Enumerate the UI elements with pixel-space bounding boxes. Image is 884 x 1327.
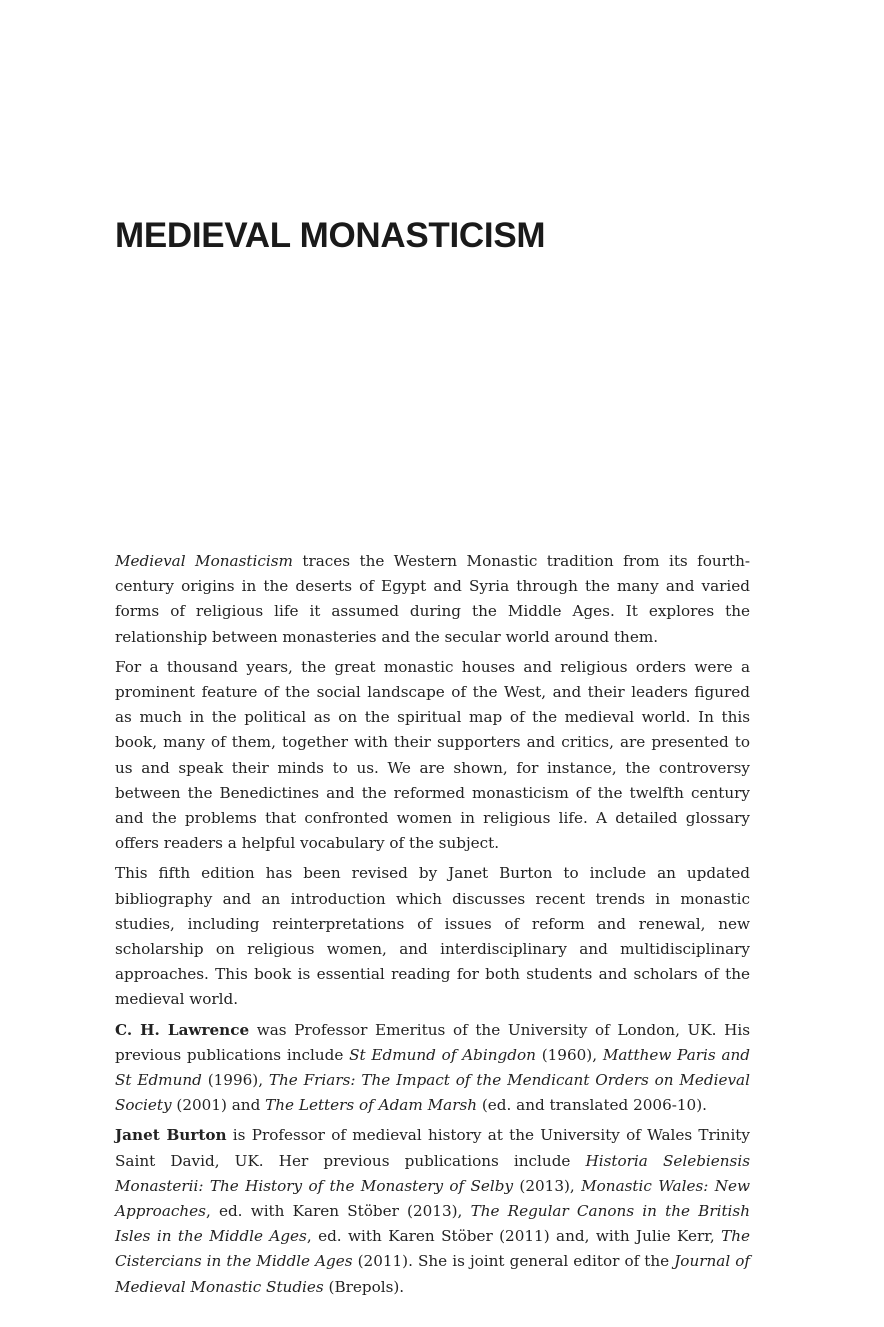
bio-text: (2011). She is joint general editor of the — [352, 1252, 675, 1271]
book-title-italic: Medieval Monasticism — [115, 552, 293, 570]
work-title: Matthew Paris and St Edmund — [115, 1045, 750, 1090]
bio-text: (1996), — [201, 1071, 269, 1090]
description-paragraph-1 — [115, 549, 750, 650]
bio-text: , ed. with Karen Stöber (2013), — [205, 1202, 471, 1221]
work-title: The Cistercians in the Middle Ages — [115, 1227, 750, 1271]
work-title: St Edmund of Abingdon — [349, 1045, 536, 1064]
description-paragraph-3: This fifth edition has been revised by Janet Burton to include an updated bibliography and an introduction which discusses recent trends in monastic studies, including reinterpretations of issues of reform and renewal, new scholarship on religious women, and interdisciplinary and multidisciplinary approaches. This book is essential reading for both students and scholars of the medieval world. — [115, 864, 750, 1009]
work-title: The Friars: The Impact of the Mendicant Orders on Medieval Society — [115, 1071, 750, 1115]
author-name: C. H. Lawrence — [115, 1020, 250, 1039]
work-title: The Letters of Adam Marsh — [265, 1096, 478, 1115]
bio-text: (2001) and — [171, 1096, 266, 1115]
bio-text: (1960), — [535, 1045, 603, 1064]
bio-text: was Professor Emeritus of the University of London, UK. His previous publications include — [115, 1020, 751, 1064]
bio-text: is Professor of medieval history at the University of Wales Trinity Saint David, UK. Her previous publications include — [115, 1126, 750, 1170]
page-title: MEDIEVAL MONASTICISM — [115, 216, 546, 255]
work-title: Journal of Medieval Monastic Studies — [115, 1252, 751, 1296]
author-bio-burton — [115, 1123, 750, 1299]
bio-text: , ed. with Karen Stöber (2011) and, with Julie Kerr, — [306, 1227, 722, 1246]
bio-text: (Brepols). — [323, 1277, 405, 1296]
bio-text: (ed. and translated 2006-10). — [477, 1096, 707, 1115]
description-paragraph-2: For a thousand years, the great monastic houses and religious orders were a prominent feature of the social landscape of the West, and their leaders figured as much in the political as on the spiritual map of the medieval world. In this book, many of them, together with their supporters and critics, are presented to us and speak their minds to us. We are shown, for instance, the controversy between the Benedictines and the reformed monasticism of the twelfth century and the problems that confronted women in religious life. A detailed glossary offers readers a helpful vocabulary of the subject. — [115, 657, 750, 853]
bio-text: (2013), — [513, 1176, 582, 1195]
description-text: traces the Western Monastic tradition from its fourth-century origins in the deserts of Egypt and Syria through the many and varied forms of religious life it assumed during the Middle Ages. It explores the relationship between monasteries and the secular world around them. — [115, 552, 750, 646]
work-title: The Regular Canons in the British Isles in the Middle Ages — [115, 1202, 750, 1246]
author-bio-lawrence — [115, 1018, 750, 1119]
work-title: Historia Selebiensis Monasterii: The History of the Monastery of Selby — [115, 1151, 750, 1195]
author-name: Janet Burton — [115, 1126, 227, 1145]
work-title: Monastic Wales: New Approaches — [115, 1176, 750, 1221]
book-description — [115, 549, 750, 1305]
